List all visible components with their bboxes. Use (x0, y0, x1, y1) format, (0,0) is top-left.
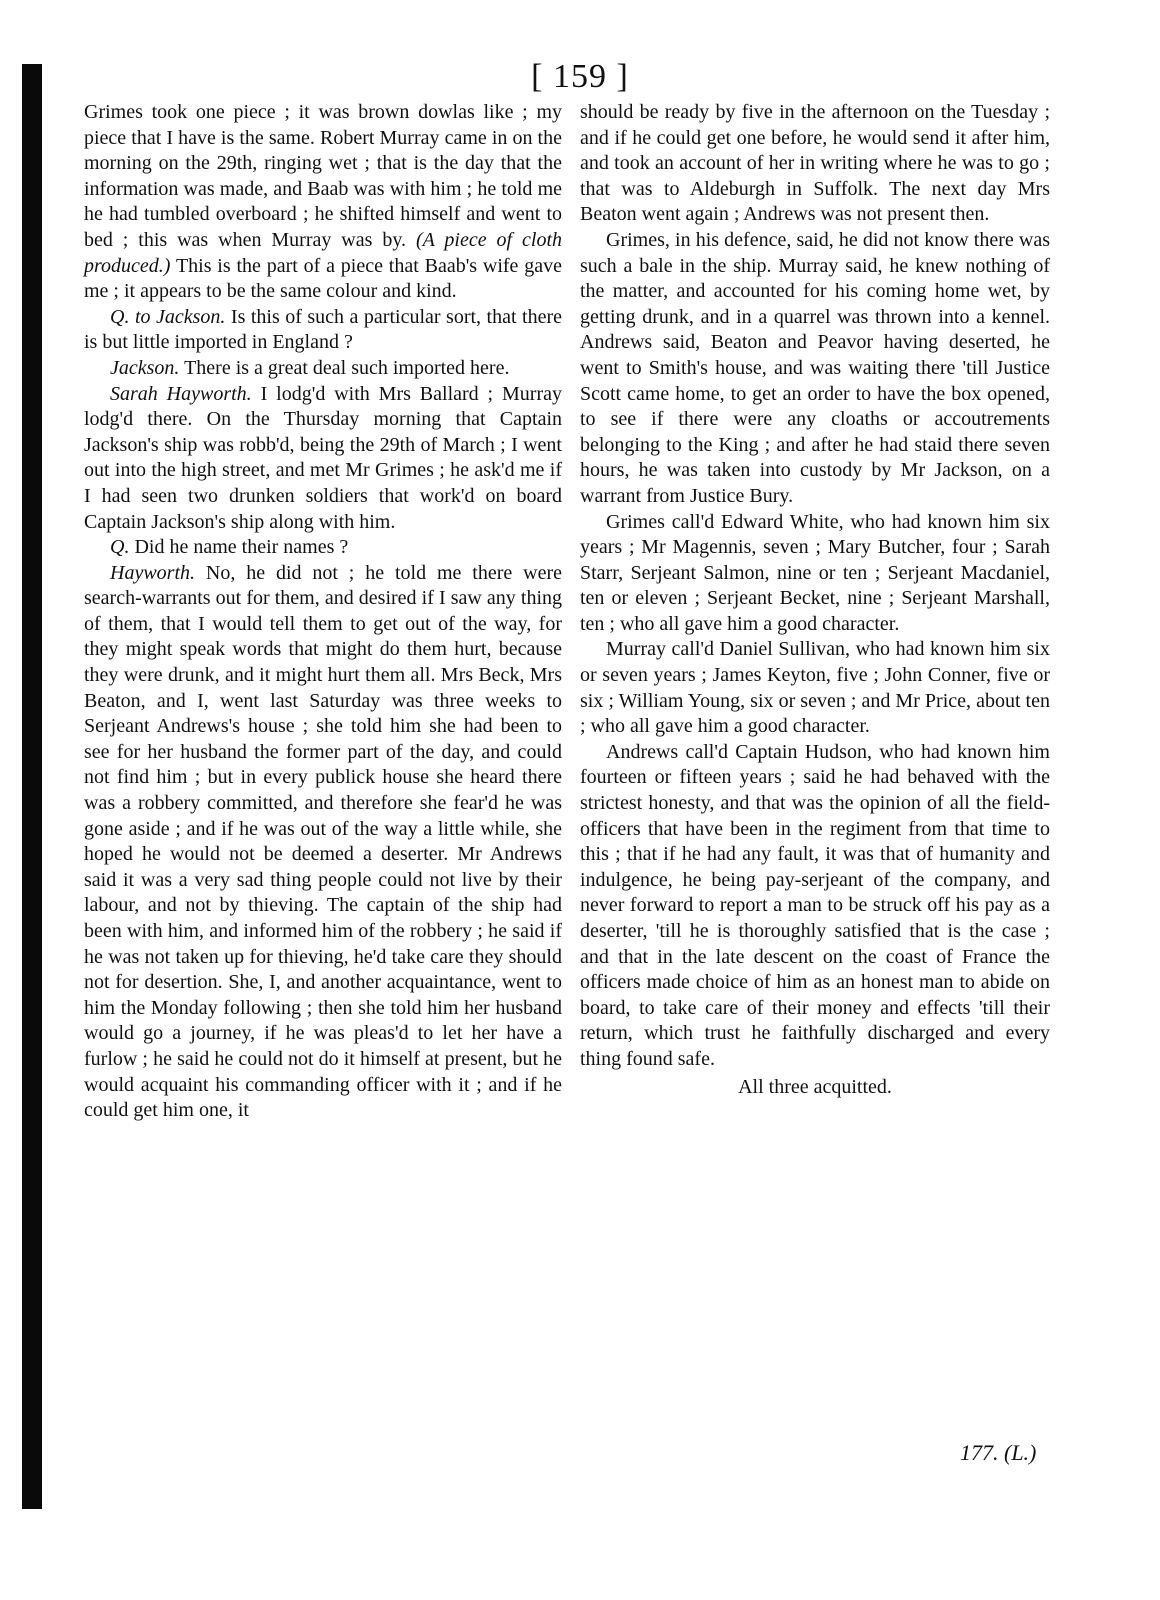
verdict: All three acquitted. (738, 1075, 892, 1098)
question-text: Did he name their names ? (134, 536, 349, 559)
paragraph: should be ready by five in the afternoon on the Tuesday ; and if he could get one before, he would send it after him, and took an account of her in writing where he was to go ; that was to Aldeburgh in Suffolk. The next day Mrs Beaton went again ; Andrews was not present then. (580, 101, 1050, 226)
answer (84, 561, 562, 1124)
binding-edge (22, 64, 42, 1509)
speaker-label: Sarah Hayworth. (110, 382, 252, 405)
speaker-label: Q. to Jackson. (110, 305, 226, 328)
catchword: 177. (L.) (960, 1440, 1037, 1465)
paragraph (84, 100, 562, 305)
testimony-text: I lodg'd with Mrs Ballard ; Murray lodg'd there. On the Thursday morning that Captain Jackson's ship was robb'd, being the 29th of March ; I went out into the high street, and met Mr Grimes ; he ask'd me if I had seen two drunken soldiers that work'd on board Captain Jackson's ship along with him. (84, 382, 562, 533)
answer (84, 356, 562, 382)
left-column (84, 100, 562, 1124)
paragraph: Andrews call'd Captain Hudson, who had known him fourteen or fifteen years ; said he had behaved with the strictest honesty, and that was the opinion of all the field-officers that have been in the regiment from that time to this ; that if he had any fault, it was that of humanity and indulgence, he being pay-serjeant of the company, and never forward to report a man to be struck off his pay as a deserter, 'till he is thoroughly satisfied that is the case ; and that in the late descent on the coast of France the officers made choice of him as an honest man to abide on board, to take care of their money and effects 'till their return, which trust he faithfully discharged and every thing found safe. (580, 740, 1050, 1070)
paragraph-text: Grimes took one piece ; it was brown dowlas like ; my piece that I have is the same. Robert Murray came in on the morning on the 29th, ringing wet ; that is the day that the information was made, and Baab was with him ; he told me he had tumbled overboard ; he shifted himself and went to bed ; this was when Murray was by. (84, 101, 562, 251)
question-text: Is this of such a particular sort, that there is but little imported in England ? (84, 305, 562, 354)
question (84, 305, 562, 356)
paragraph: Grimes, in his defence, said, he did not know there was such a bale in the ship. Murray said, he knew nothing of the matter, and accounted for his coming home wet, by getting drunk, and in a quarrel was thrown into a kennel. Andrews said, Beaton and Peavor having deserted, he went to Smith's house, and was waiting there 'till Justice Scott came home, to get an order to have the box opened, to see if there were any cloaths or accoutrements belonging to the King ; and after he had staid there seven hours, he was taken into custody by Mr Jackson, on a warrant from Justice Bury. (580, 228, 1050, 507)
page-number: [ 159 ] (531, 58, 629, 95)
speaker-label: Q. (110, 536, 130, 559)
paragraph-text: This is the part of a piece that Baab's wife gave me ; it appears to be the same colour and kind. (84, 254, 563, 303)
testimony (84, 382, 562, 536)
answer-text: There is a great deal such imported here. (184, 356, 510, 379)
paragraph: Grimes call'd Edward White, who had known him six years ; Mr Magennis, seven ; Mary Butcher, four ; Sarah Starr, Serjeant Salmon, nine or ten ; Serjeant Macdaniel, ten or eleven ; Serjeant Becket, nine ; Serjeant Marshall, ten ; who all gave him a good character. (580, 510, 1050, 635)
speaker-label: Jackson. (110, 356, 180, 379)
stage-direction: (A piece of cloth produced.) (84, 228, 563, 277)
question (84, 535, 562, 561)
speaker-label: Hayworth. (110, 561, 195, 584)
right-column (580, 100, 1050, 1100)
paragraph: Murray call'd Daniel Sullivan, who had known him six or seven years ; James Keyton, five ; John Conner, five or six ; William Young, six or seven ; and Mr Price, about ten ; who all gave him a good character. (580, 638, 1050, 738)
answer-text: No, he did not ; he told me there were search-warrants out for them, and desired if I saw any thing of them, that I would tell them to get out of the way, for they might speak words that might do them hurt, because they were drunk, and it might hurt them all. Mrs Beck, Mrs Beaton, and I, went last Saturday was three weeks to Serjeant Andrews's house ; she told him she had been to see for her husband the former part of the day, and could not find him ; but in every publick house she heard there was a robbery committed, and therefore she fear'd he was gone aside ; and if he was out of the way a little while, she hoped he would not be deemed a deserter. Mr Andrews said it was a very sad thing people could not live by their labour, and not by thieving. The captain of the ship had been with him, and informed him of the robbery ; he said if he was not taken up for thieving, he'd take care they should not for desertion. She, I, and another acquaintance, went to him the Monday following ; then she told him her husband would go a journey, if he was pleas'd to let her have a furlow ; he said he could not do it himself at present, but he would acquaint his commanding officer with it ; and if he could get him one, it (84, 561, 562, 1122)
